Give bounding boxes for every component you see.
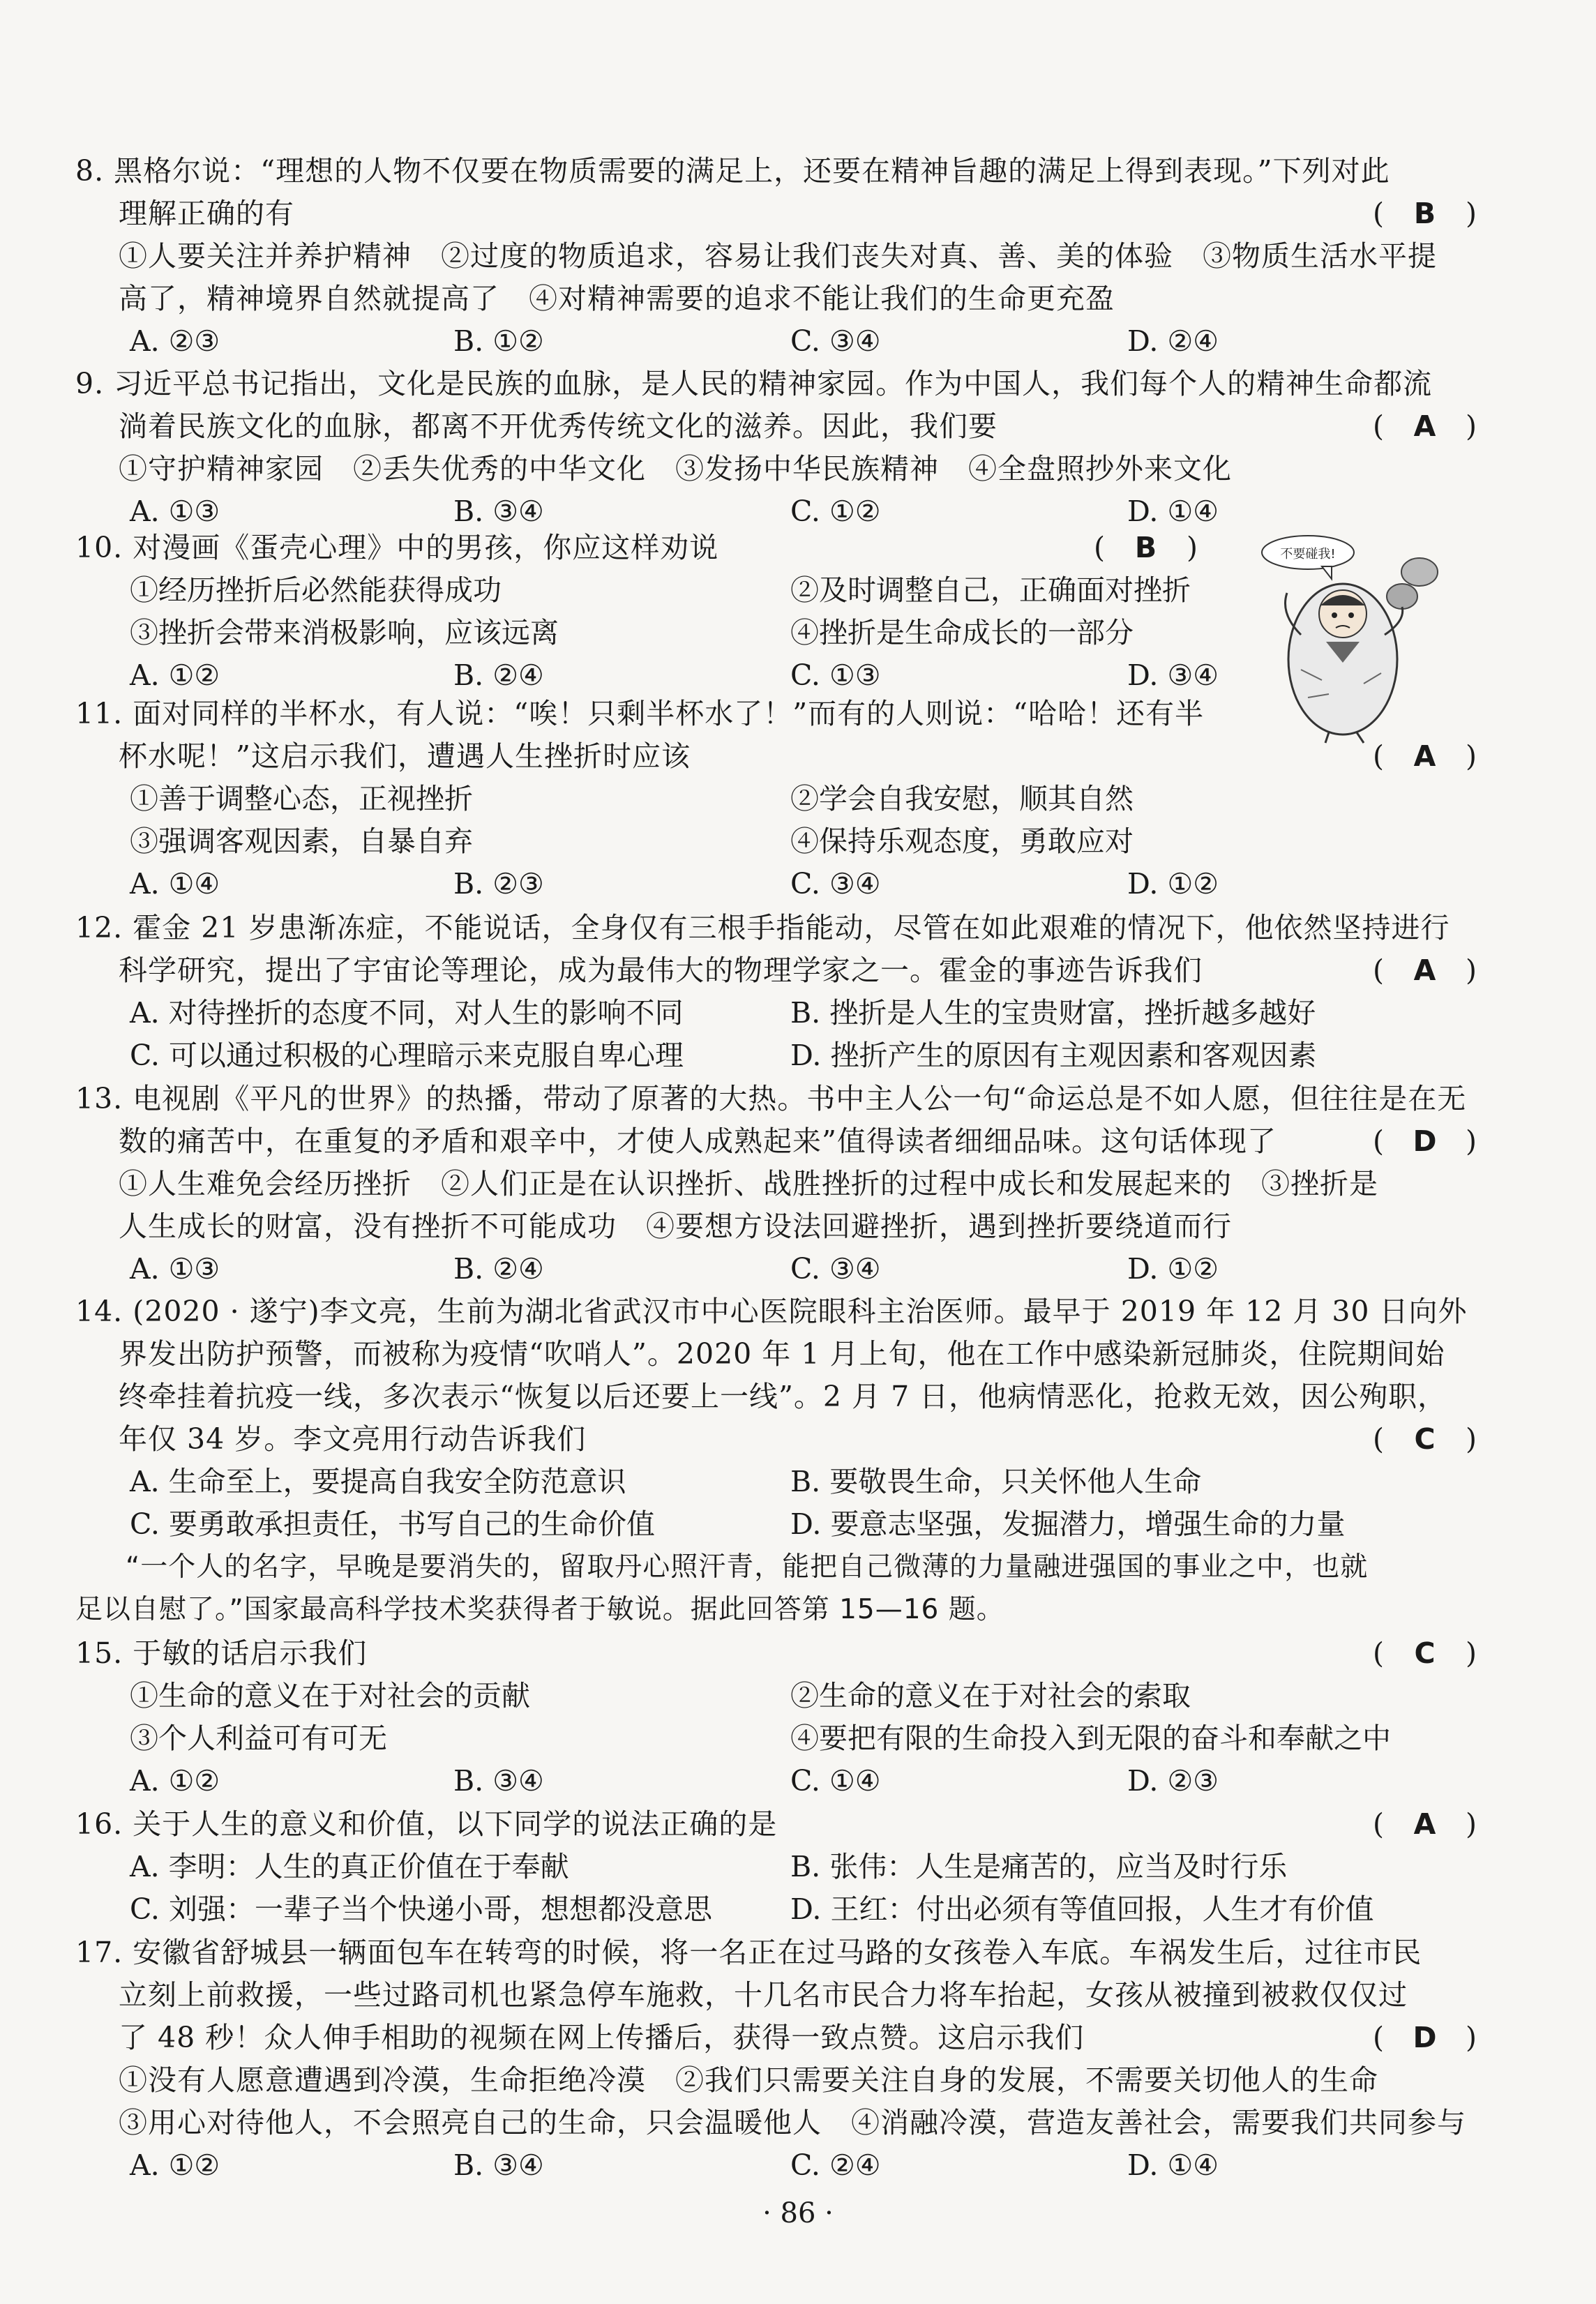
q16-stem: 16. 关于人生的意义和价值，以下同学的说法正确的是	[75, 1807, 778, 1841]
q15-options	[75, 1760, 1477, 1802]
q13-answer: D	[1413, 1124, 1438, 1158]
q13-options	[75, 1248, 1477, 1290]
q13-stem: 13. 电视剧《平凡的世界》的热播，带动了原著的大热。书中主人公一句“命运总是不如人愿，但往往是在无	[75, 1082, 1467, 1115]
q9-option-d: D. ①④	[1127, 495, 1219, 528]
q17-option-a: A. ①②	[130, 2148, 220, 2182]
q9-answer: A	[1413, 409, 1437, 443]
q13-option-b: B. ②④	[453, 1252, 544, 1286]
q12-answer: A	[1413, 954, 1437, 987]
q10-option-a: A. ①②	[130, 658, 220, 692]
q14-answer: C	[1414, 1422, 1436, 1456]
question-16	[75, 1803, 1477, 1931]
q12-stem: 12. 霍金 21 岁患渐冻症，不能说话，全身仅有三根手指能动，尽管在如此艰难的情况下，他依然坚持进行	[75, 911, 1450, 944]
q17-stem-3: 了 48 秒！众人伸手相助的视频在网上传播后，获得一致点赞。这启示我们	[119, 2021, 1085, 2054]
q10-stem: 10. 对漫画《蛋壳心理》中的男孩，你应这样劝说	[75, 531, 719, 564]
q11-item-2: ②学会自我安慰，顺其自然	[790, 782, 1134, 815]
q12-options-row1	[75, 992, 1477, 1034]
q17-answer: D	[1413, 2021, 1438, 2054]
q17-options	[75, 2144, 1477, 2187]
q13-option-d: D. ①②	[1127, 1252, 1219, 1286]
q15-item-2: ②生命的意义在于对社会的索取	[790, 1679, 1191, 1712]
passage-line-2: 足以自慰了。”国家最高科学技术奖获得者于敏说。据此回答第 15—16 题。	[75, 1594, 1004, 1625]
q13-items-cont: 人生成长的财富，没有挫折不可能成功 ④要想方设法回避挫折，遇到挫折要绕道而行	[119, 1210, 1232, 1243]
q8-option-d: D. ②④	[1127, 324, 1219, 358]
q14-stem-3: 终牵挂着抗疫一线，多次表示“恢复以后还要上一线”。2 月 7 日，他病情恶化，抢救无效，因公殉职，	[119, 1380, 1447, 1413]
q12-option-c: C. 可以通过积极的心理暗示来克服自卑心理	[130, 1039, 684, 1072]
q13-items: ①人生难免会经历挫折 ②人们正是在认识挫折、战胜挫折的过程中成长和发展起来的 ③挫折是	[119, 1167, 1378, 1200]
q10-option-c: C. ①③	[790, 658, 881, 692]
q12-stem-cont: 科学研究，提出了宇宙论等理论，成为最伟大的物理学家之一。霍金的事迹告诉我们	[119, 954, 1203, 987]
q15-answer: C	[1414, 1636, 1436, 1670]
q14-stem-2: 界发出防护预警，而被称为疫情“吹哨人”。2020 年 1 月上旬，他在工作中感染新冠肺炎，住院期间始	[119, 1337, 1445, 1371]
q16-option-b: B. 张伟：人生是痛苦的，应当及时行乐	[790, 1850, 1288, 1883]
q16-option-d: D. 王红：付出必须有等值回报，人生才有价值	[790, 1892, 1374, 1926]
q8-stem-cont: 理解正确的有	[119, 197, 294, 230]
q9-option-b: B. ③④	[453, 495, 544, 528]
cartoon-speech-bubble: 不要碰我!	[1280, 547, 1336, 562]
q14-stem-4: 年仅 34 岁。李文亮用行动告诉我们	[119, 1422, 587, 1456]
q11-item-1: ①善于调整心态，正视挫折	[130, 782, 473, 815]
q10-item-3: ③挫折会带来消极影响，应该远离	[130, 616, 559, 649]
q11-items-row1	[75, 778, 1477, 820]
answer-paren: ( B )	[1094, 527, 1198, 569]
question-13	[75, 1078, 1477, 1290]
q16-option-a: A. 李明：人生的真正价值在于奉献	[130, 1850, 569, 1883]
answer-paren: ( D )	[1373, 1120, 1477, 1163]
q15-stem: 15. 于敏的话启示我们	[75, 1636, 368, 1670]
passage-line-1: “一个人的名字，早晚是要消失的，留取丹心照汗青，能把自己微薄的力量融进强国的事业之中，也就	[126, 1551, 1369, 1583]
q13-stem-cont: 数的痛苦中，在重复的矛盾和艰辛中，才使人成熟起来”值得读者细细品味。这句话体现了	[119, 1124, 1277, 1158]
question-14	[75, 1290, 1477, 1546]
q12-option-b: B. 挫折是人生的宝贵财富，挫折越多越好	[790, 996, 1316, 1030]
q15-item-3: ③个人利益可有可无	[130, 1722, 387, 1755]
q17-stem-2: 立刻上前救援，一些过路司机也紧急停车施救，十几名市民合力将车抬起，女孩从被撞到被救仅仅过	[119, 1978, 1408, 2012]
q11-options	[75, 863, 1477, 905]
q8-items-cont: 高了，精神境界自然就提高了 ④对精神需要的追求不能让我们的生命更充盈	[119, 282, 1115, 315]
answer-paren: ( D )	[1373, 2017, 1477, 2059]
q14-options-row1	[75, 1461, 1477, 1503]
q15-option-c: C. ①④	[790, 1764, 881, 1798]
q11-items-row2	[75, 820, 1477, 863]
answer-paren: ( A )	[1373, 949, 1477, 992]
q15-option-d: D. ②③	[1127, 1764, 1219, 1798]
q10-item-1: ①经历挫折后必然能获得成功	[130, 573, 502, 607]
q12-option-d: D. 挫折产生的原因有主观因素和客观因素	[790, 1039, 1317, 1072]
q17-option-d: D. ①④	[1127, 2148, 1219, 2182]
q11-stem-cont: 杯水呢！”这启示我们，遭遇人生挫折时应该	[119, 739, 691, 773]
q15-items-row1	[75, 1675, 1477, 1717]
q15-items-row2	[75, 1717, 1477, 1760]
question-9	[75, 363, 1477, 533]
q8-answer: B	[1413, 197, 1437, 230]
q10-option-d: D. ③④	[1127, 658, 1219, 692]
q10-item-4: ④挫折是生命成长的一部分	[790, 616, 1134, 649]
q8-items: ①人要关注并养护精神 ②过度的物质追求，容易让我们丧失对真、善、美的体验 ③物质生活水平提	[119, 239, 1437, 273]
q15-item-4: ④要把有限的生命投入到无限的奋斗和奉献之中	[790, 1722, 1391, 1755]
q14-stem: 14. (2020 · 遂宁)李文亮，生前为湖北省武汉市中心医院眼科主治医师。最早于 2019 年 12 月 30 日向外	[75, 1295, 1468, 1328]
q15-option-b: B. ③④	[453, 1764, 544, 1798]
q14-options-row2	[75, 1503, 1477, 1546]
q17-stem: 17. 安徽省舒城县一辆面包车在转弯的时候，将一名正在过马路的女孩卷入车底。车祸发生后，过往市民	[75, 1936, 1422, 1969]
q9-stem-cont: 淌着民族文化的血脉，都离不开优秀传统文化的滋养。因此，我们要	[119, 409, 998, 443]
q17-option-c: C. ②④	[790, 2148, 881, 2182]
q16-answer: A	[1413, 1807, 1437, 1841]
q15-option-a: A. ①②	[130, 1764, 220, 1798]
q14-option-a: A. 生命至上，要提高自我安全防范意识	[130, 1465, 626, 1498]
q14-option-c: C. 要勇敢承担责任，书写自己的生命价值	[130, 1507, 655, 1541]
reading-passage	[75, 1546, 1477, 1631]
q10-answer: B	[1134, 531, 1158, 564]
q9-option-c: C. ①②	[790, 495, 881, 528]
answer-paren: ( C )	[1373, 1418, 1477, 1461]
answer-paren: ( C )	[1373, 1632, 1477, 1675]
q11-option-d: D. ①②	[1127, 867, 1219, 901]
q13-option-c: C. ③④	[790, 1252, 881, 1286]
q14-option-d: D. 要意志坚强，发掘潜力，增强生命的力量	[790, 1507, 1346, 1541]
answer-paren: ( A )	[1373, 735, 1477, 778]
q10-item-2: ②及时调整自己，正确面对挫折	[790, 573, 1191, 607]
q8-option-c: C. ③④	[790, 324, 881, 358]
q8-option-b: B. ①②	[453, 324, 544, 358]
q17-items-cont: ③用心对待他人，不会照亮自己的生命，只会温暖他人 ④消融冷漠，营造友善社会，需要我们共同参与	[119, 2106, 1466, 2139]
q15-item-1: ①生命的意义在于对社会的贡献	[130, 1679, 530, 1712]
q12-option-a: A. 对待挫折的态度不同，对人生的影响不同	[130, 996, 684, 1030]
q11-option-a: A. ①④	[130, 867, 220, 901]
q17-option-b: B. ③④	[453, 2148, 544, 2182]
q9-stem: 9. 习近平总书记指出，文化是民族的血脉，是人民的精神家园。作为中国人，我们每个人的精神生命都流	[75, 367, 1433, 400]
q11-option-c: C. ③④	[790, 867, 881, 901]
q16-options-row1	[75, 1846, 1477, 1888]
answer-paren: ( B )	[1373, 193, 1477, 235]
answer-paren: ( A )	[1373, 1803, 1477, 1846]
q10-option-b: B. ②④	[453, 658, 544, 692]
question-12	[75, 907, 1477, 1077]
question-15	[75, 1632, 1477, 1802]
q13-option-a: A. ①③	[130, 1252, 220, 1286]
q8-options	[75, 320, 1477, 363]
question-11	[75, 693, 1477, 905]
answer-paren: ( A )	[1373, 405, 1477, 448]
q11-item-4: ④保持乐观态度，勇敢应对	[790, 825, 1134, 858]
q11-item-3: ③强调客观因素，自暴自弃	[130, 825, 473, 858]
question-8	[75, 150, 1477, 363]
q17-items: ①没有人愿意遭遇到冷漠，生命拒绝冷漠 ②我们只需要关注自身的发展，不需要关切他人的生命	[119, 2063, 1378, 2097]
q16-option-c: C. 刘强：一辈子当个快递小哥，想想都没意思	[130, 1892, 712, 1926]
q8-option-a: A. ②③	[130, 324, 220, 358]
q11-answer: A	[1413, 739, 1437, 773]
q9-option-a: A. ①③	[130, 495, 220, 528]
q12-options-row2	[75, 1034, 1477, 1077]
q9-items: ①守护精神家园 ②丢失优秀的中华文化 ③发扬中华民族精神 ④全盘照抄外来文化	[119, 452, 1232, 485]
question-17	[75, 1932, 1477, 2187]
q14-option-b: B. 要敬畏生命，只关怀他人生命	[790, 1465, 1202, 1498]
q16-options-row2	[75, 1888, 1477, 1931]
q11-stem: 11. 面对同样的半杯水，有人说：“唉！只剩半杯水了！”而有的人则说：“哈哈！还有半	[75, 697, 1205, 730]
q8-stem: 8. 黑格尔说：“理想的人物不仅要在物质需要的满足上，还要在精神旨趣的满足上得到表现。”下列对此	[75, 154, 1390, 188]
q11-option-b: B. ②③	[453, 867, 544, 901]
page-number: · 86 ·	[762, 2197, 834, 2229]
